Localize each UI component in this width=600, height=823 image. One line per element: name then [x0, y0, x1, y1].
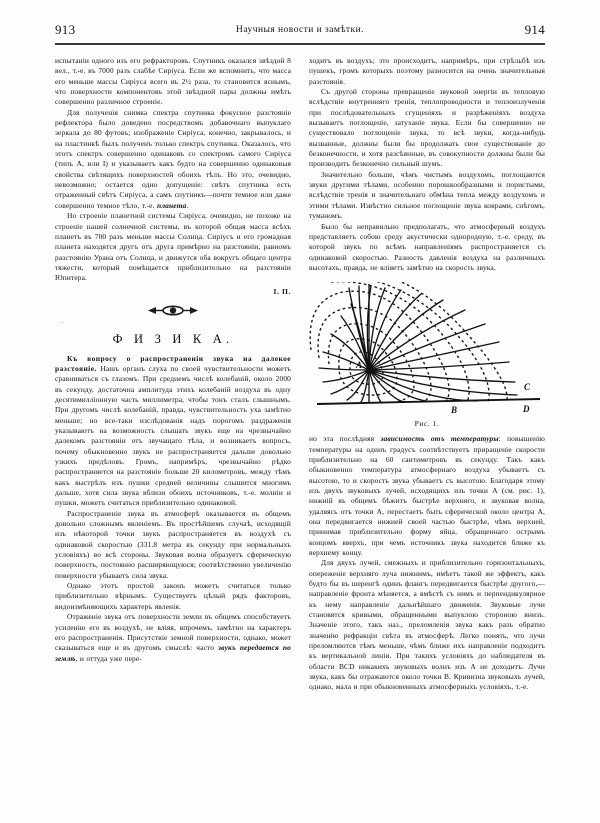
figure-image	[309, 282, 545, 414]
figure-label-B: B	[451, 405, 458, 415]
article-first-paragraph	[55, 354, 291, 509]
figure-label-D: D	[523, 404, 530, 415]
two-column-body	[55, 56, 545, 693]
ground-line	[317, 399, 540, 404]
paragraph: Для полученія снимка спектра спутника фокусное разстояніе рефлектора было доведено посредствомъ добавочнаго выпуклаго зеркала до 80 футовъ; изображеніе Сиріуса, конечно, закрывалось, и на пластинкѣ былъ полученъ только спектръ спутника. Оказалось, что этотъ спектръ совершенно одинаковъ со спектромъ самого Сиріуса (типъ А, или I) и указываетъ какъ будто на совершенно одинаковыя свойства свѣтящихъ поверхностей обоихъ тѣлъ. Но это, очевидно, невозможно; остается одно допущеніе: свѣтъ спутника есть отраженный свѣтъ Сиріуса, а самъ спутникъ—почти темное или даже совершенно темное тѣло, т.-е. планета.	[55, 107, 291, 210]
paragraph: Съ другой стороны превращеніе звуковой энергіи въ тепловую вслѣдствіе внутренняго тренія, теплопроводности и теплоизлученія при послѣдовательныхъ сгущеніяхъ и разрѣженіяхъ воздуха вызываетъ поглощеніе, затуханіе звука. Если бы совершенно не существовало поглощеніе звука, то всѣ звуки, когда-нибудь вызванные, должны были бы продолжать свое существованіе до безконечности, и хотя разсѣянные, въ совокупности должны были бы производить безконечно сильный шумъ.	[309, 87, 545, 169]
paragraph: но эта послѣдняя зависимость отъ температуры: повышенію температуры на одинъ градусъ соотвѣтствуетъ приращеніе скорости приблизительно на 60 сантиметровъ въ секунду. Такъ какъ обыкновенно температура атмосфернаго воздуха убываетъ съ высотою, то и скорость звука убываетъ съ высотою. Благодаря этому изъ двухъ звуковыхъ лучей, исходящихъ изъ точки А (см. рис. 1), нижній въ общемъ бѣжитъ быстрѣе верхняго, и звуковая волна, удаляясь отъ точки А, перестаетъ быть сферической около центра А, она передвигается нижней своей частью быстрѣе, чѣмъ верхней, принимая приблизительно форму яйца, обращеннаго острымъ концомъ вверхъ, при чемъ источникъ звука находится ближе къ верхнему концу.	[309, 434, 545, 557]
section-heading: Ф И З И К А.	[112, 331, 234, 346]
decorative-divider-icon	[55, 305, 291, 317]
article-signature: I. П.	[273, 286, 291, 296]
figure-label-A: A	[356, 360, 363, 371]
folio-right: 914	[524, 22, 545, 37]
paragraph: Однако этотъ простой законъ можетъ считаться только приблизительно вѣрнымъ. Существуетъ цѣлый рядъ факторовъ, видоизмѣняющихъ характеръ явленія.	[55, 581, 291, 611]
figure-sound-refraction	[309, 282, 545, 428]
paragraph: ходитъ въ воздухъ; это происходитъ, напримѣръ, при стрѣльбѣ изъ пушекъ, громъ которыхъ поэтому разносится на очень значительныя разстоянія.	[309, 56, 545, 86]
folio-left: 913	[55, 22, 76, 37]
paragraph: испытаніи одного изъ его рефракторовъ. Спутникъ оказался звѣздой 8 вел., т.-е. въ 7000 разъ слабѣе Сиріуса. Если же вспомнить, что масса его меньше массы Сиріуса всего въ 2½ раза, то становится яснымъ, что поверхности компонентовъ этой звѣздной пары должны имѣть совершенно различное строеніе.	[55, 56, 291, 107]
paragraph-text: Нашъ органъ слуха по своей чувствительности можетъ сравниваться съ глазомъ. При среднемъ числѣ колебаній, около 2000 въ секунду, достаточна амплитуда этихъ колебаній воздуха въ одну десятимилліонную часть миллиметра, чтобы тонъ сталъ слышнымъ. При другомъ числѣ колебаній, правда, чувствительность уха замѣтно меньше; но все-таки изслѣдованія надъ порогомъ раздраженія указываютъ на возможность слышать звукъ еще на чрезвычайно далекомъ разстояніи отъ звучащаго тѣла, и возникаетъ вопросъ, почему обыкновенно звукъ не распространяется дальше довольно узкихъ предѣловъ. Громъ, напримѣръ, чрезвычайно рѣдко распространяется на разстояніе больше 20 километровъ, между тѣмъ какъ выстрѣлъ изъ пушки средней величины слышится многимъ дальше, хотя сила звука вблизи обоихъ источниковъ, т.-е. молніи и пушки, можетъ считаться приблизительно одинаковой.	[55, 363, 291, 508]
right-column	[309, 56, 545, 693]
paragraph: Значительно больше, чѣмъ чистымъ воздухомъ, поглощаются звуки другими тѣлами, особенно порошкообразными и пористыми, вслѣдствіе тренія и значительнаго обмѣна тепла между воздухомъ и этими тѣлами. Извѣстно сильное поглощеніе звука коврами, снѣгомъ, туманомъ.	[309, 169, 545, 221]
figure-caption: Рис. 1.	[414, 419, 440, 429]
paragraph: Для двухъ лучей, смежныхъ и приблизительно горизонтальныхъ, опереженіе верхняго луча нижнимъ, имѣетъ такой же эффектъ, какъ будто бы въ шеренгѣ одинъ флангъ передвигается быстрѣе другого,— направленіе фронта мѣняется, а вмѣстѣ съ нимъ и перпендикулярное къ нему направленіе дальнѣйшаго движенія. Звуковые лучи становятся кривыми, обращенными выпуклою стороною внизъ. Значеніе этого, такъ наз., преломленія звука какъ разъ обратно значенію рефракціи свѣта въ атмосферѣ. Легко понять, что лучи преломляются тѣмъ меньше, чѣмъ ближе ихъ направленіе подходитъ къ вертикальной линіи. При такихъ условіяхъ до наблюдателя въ области BCD никакихъ звуковыхъ волнъ изъ А не доходитъ. Лучи звука, какъ бы отражаются около точки В. Кривизна звуковыхъ лучей, однако, мала и при обыкновенныхъ атмосферныхъ условіяхъ, т.-е.	[309, 558, 545, 692]
article-runin-title: Къ вопросу о распространеніи звука на далекое разстояніе.	[55, 353, 291, 373]
emphasis-text: планета	[156, 200, 187, 210]
header-rule	[55, 43, 545, 45]
figure-label-C: C	[524, 382, 531, 393]
paragraph: Было бы неправильно предполагать, что атмосферный воздухъ представляетъ собою среду акустически однородную, т.-е. среду, въ которой звукъ по всѣмъ направленіямъ распространяется съ одинаковой скоростью. Разность давленія воздуха на различныхъ высотахъ, правда, не вліяетъ замѣтно на скорость звука,	[309, 221, 545, 272]
paragraph: Но строеніе планетной системы Сиріуса, очевидно, не похоже на строеніе нашей солнечной системы, въ которой общая масса всѣхъ планетъ въ 700 разъ меньше массы Солнца. Сиріусъ и его громадная планета находятся другъ отъ друга примѣрно на разстояніи, равномъ разстоянію Урана отъ Солнца, и движутся оба вокругъ общаго центра тяжести, который помѣщается приблизительно на разстояніи Юпитера.	[55, 211, 291, 283]
running-head-title: Научныя новости и замѣтки.	[236, 25, 364, 35]
running-head	[55, 22, 545, 42]
emphasis-text: зависимость отъ температуры	[380, 434, 499, 444]
paragraph: Отраженіе звука отъ поверхности земли въ общемъ способствуетъ усиленію его въ воздухѣ, не вліяя, впрочемъ, замѣтно на характеръ его распространенія. Присутствіе земной поверхности, однако, может сказываться еще и въ другомъ смыслѣ: часто звукъ передается по землѣ, и оттуда уже пере-	[55, 612, 291, 663]
emphasis-text: звукъ передается по землѣ	[55, 643, 291, 663]
scan-artifact-mark: ·	[61, 318, 64, 327]
left-column	[55, 56, 291, 693]
paragraph: Распространеніе звука въ атмосферѣ оказывается въ общемъ довольно сложнымъ явленіемъ. Въ простѣйшемъ случаѣ, исходящій изъ нѣкоторой точки звукъ распространяется въ воздухѣ съ одинаковой скоростью (331.8 метра въ секунду при нормальныхъ условіяхъ) во всѣ стороны. Звуковая волна образуетъ сферическую поверхность, постоянно расширяющуюся; соотвѣтственно увеличенію поверхности убываетъ сила звука.	[55, 508, 291, 580]
